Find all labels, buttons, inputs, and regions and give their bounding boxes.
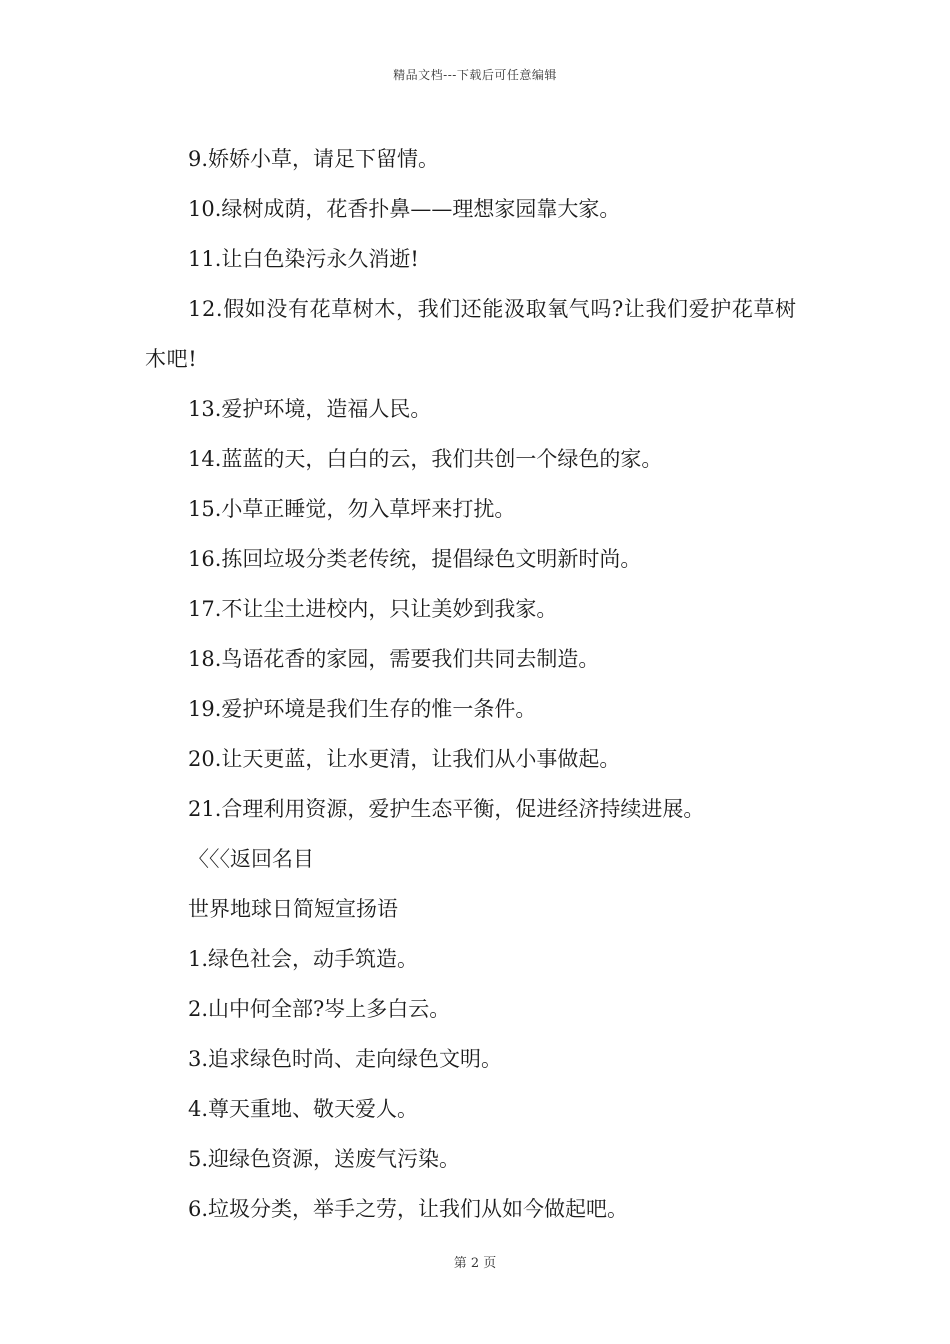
slogan-line: 16.拣回垃圾分类老传统，提倡绿色文明新时尚。: [188, 547, 642, 571]
slogan-line: 14.蓝蓝的天，白白的云，我们共创一个绿色的家。: [188, 447, 663, 471]
page-number: 第 2 页: [453, 1256, 497, 1271]
back-to-contents-link[interactable]: 〈〈〈返回名目: [188, 847, 314, 871]
slogan-line: 17.不让尘土进校内，只让美妙到我家。: [188, 597, 558, 621]
slogan-line: 18.鸟语花香的家园，需要我们共同去制造。: [188, 647, 600, 671]
slogan-line: 6.垃圾分类，举手之劳，让我们从如今做起吧。: [188, 1197, 629, 1221]
slogan-line: 4.尊天重地、敬天爱人。: [188, 1097, 419, 1121]
section-heading: 世界地球日简短宣扬语: [188, 897, 398, 921]
slogan-line: 1.绿色社会，动手筑造。: [188, 947, 419, 971]
slogan-line: 2.山中何全部?岑上多白云。: [188, 997, 451, 1021]
slogan-line: 21.合理利用资源，爱护生态平衡，促进经济持续进展。: [188, 797, 705, 821]
slogan-line: 10.绿树成荫，花香扑鼻——理想家园靠大家。: [188, 197, 621, 221]
slogan-line: 15.小草正睡觉，勿入草坪来打扰。: [188, 497, 516, 521]
slogan-line: 11.让白色染污永久消逝!: [188, 247, 419, 271]
document-body: [145, 134, 810, 1234]
page-header: 精品文档---下载后可任意编辑: [393, 68, 557, 82]
slogan-line: 20.让天更蓝，让水更清，让我们从小事做起。: [188, 747, 621, 771]
slogan-line-wrapped: 12.假如没有花草树木，我们还能汲取氧气吗?让我们爱护花草树木吧!: [145, 297, 797, 371]
slogan-line: 19.爱护环境是我们生存的惟一条件。: [188, 697, 537, 721]
slogan-line: 5.迎绿色资源，送废气污染。: [188, 1147, 461, 1171]
slogan-line: 3.追求绿色时尚、走向绿色文明。: [188, 1047, 503, 1071]
slogan-line: 13.爱护环境，造福人民。: [188, 397, 432, 421]
slogan-line: 9.娇娇小草，请足下留情。: [188, 147, 440, 171]
